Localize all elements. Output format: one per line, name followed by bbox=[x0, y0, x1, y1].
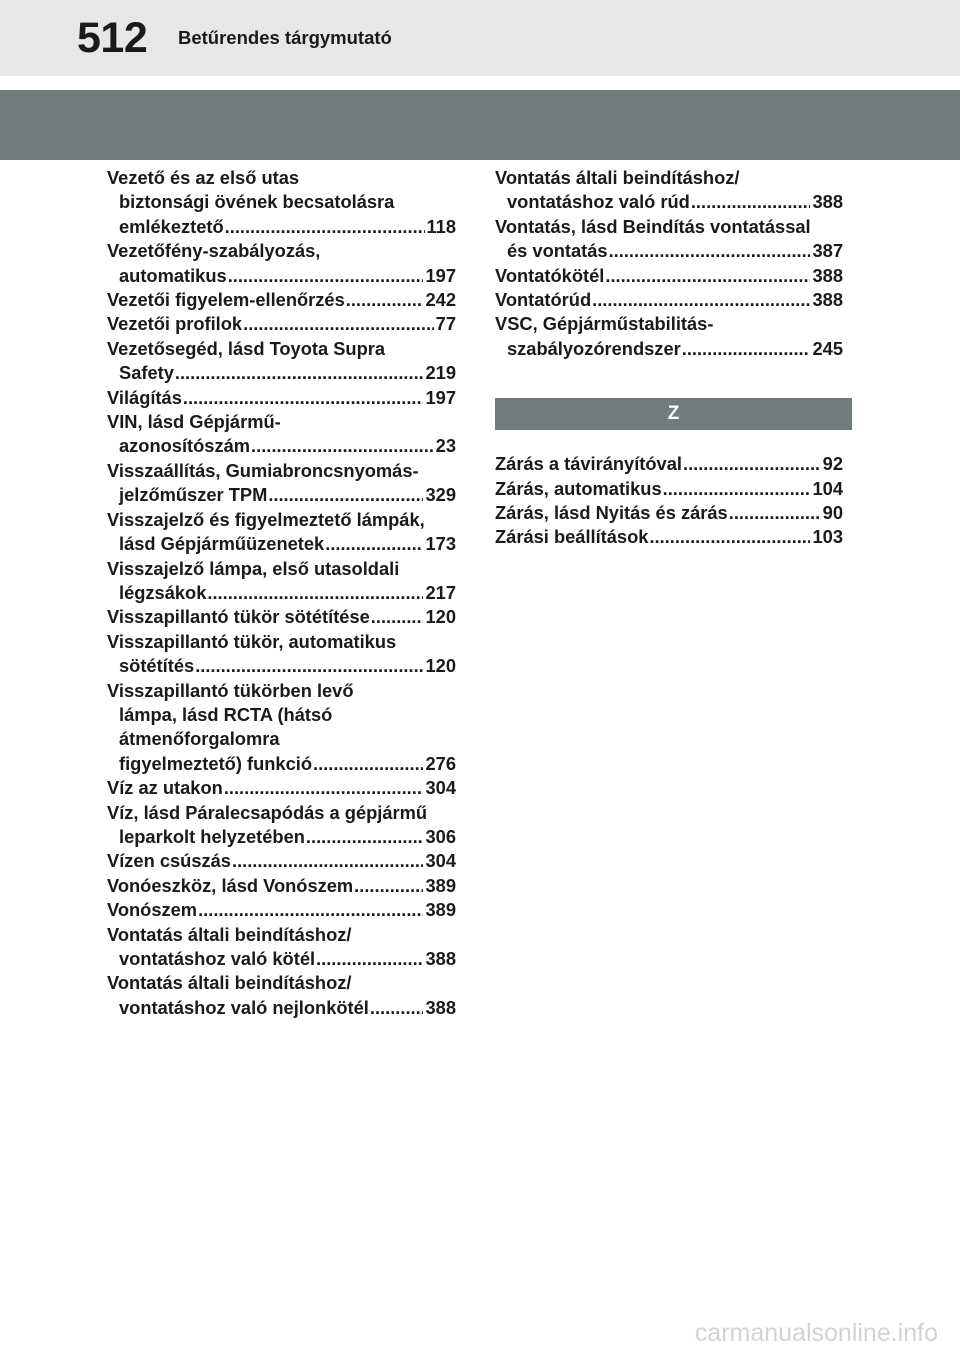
entry-page-number: 77 bbox=[435, 313, 456, 335]
entry-term-text: Vontatás általi beindításhoz/ bbox=[495, 167, 740, 188]
entry-term-text: jelzőműszer TPM bbox=[119, 484, 268, 506]
entry-page-number: 104 bbox=[812, 477, 843, 499]
entry-term-text: Világítás bbox=[107, 386, 182, 408]
entry-continuation-line bbox=[107, 947, 456, 971]
index-entry bbox=[107, 923, 456, 972]
entry-page-number: 387 bbox=[812, 240, 843, 262]
dot-leader bbox=[649, 525, 810, 549]
dot-leader bbox=[228, 264, 424, 288]
dot-leader bbox=[306, 825, 424, 849]
entry-page-number: 306 bbox=[425, 825, 456, 847]
entry-continuation-line bbox=[107, 654, 456, 678]
entry-term-text: Zárás, lásd Nyitás és zárás bbox=[495, 502, 728, 524]
entry-term-text: leparkolt helyzetében bbox=[119, 825, 305, 847]
entry-term-line bbox=[107, 874, 456, 898]
index-entry bbox=[107, 386, 456, 410]
dot-leader bbox=[175, 361, 424, 385]
dot-leader bbox=[251, 434, 434, 458]
entry-continuation-line bbox=[495, 337, 843, 361]
entry-term-text: Vezetősegéd, lásd Toyota Supra bbox=[107, 337, 386, 359]
entry-continuation-line bbox=[107, 727, 456, 751]
entry-page-number: 242 bbox=[425, 289, 456, 311]
entry-page-number: 388 bbox=[812, 264, 843, 286]
entry-term-line bbox=[107, 459, 456, 483]
entry-term-text: lámpa, lásd RCTA (hátsó bbox=[119, 703, 333, 725]
entry-term-text: szabályozórendszer bbox=[507, 337, 681, 359]
entry-term-text: automatikus bbox=[119, 264, 227, 286]
entry-term-text: Visszapillantó tükör sötétítése bbox=[107, 606, 370, 628]
entry-term-text: Zárás a távirányítóval bbox=[495, 453, 682, 475]
entry-continuation-line bbox=[107, 581, 456, 605]
dot-leader bbox=[346, 288, 424, 312]
entry-term-line bbox=[107, 630, 456, 654]
index-entry bbox=[495, 477, 843, 501]
entry-term-line bbox=[107, 923, 456, 947]
entry-page-number: 389 bbox=[425, 874, 456, 896]
entry-term-line bbox=[107, 776, 456, 800]
page-number: 512 bbox=[77, 14, 148, 62]
entry-page-number: 23 bbox=[435, 435, 456, 457]
entry-term-text: Víz az utakon bbox=[107, 777, 223, 799]
entry-continuation-line bbox=[107, 483, 456, 507]
index-entry bbox=[107, 874, 456, 898]
entry-page-number: 304 bbox=[425, 777, 456, 799]
dot-leader bbox=[609, 239, 811, 263]
entry-term-line bbox=[107, 508, 456, 532]
entry-term-text: Visszajelző és figyelmeztető lámpák, bbox=[107, 508, 425, 530]
entry-term-text: Visszapillantó tükörben levő bbox=[107, 679, 354, 701]
entry-page-number: 197 bbox=[425, 386, 456, 408]
index-column-right bbox=[495, 166, 843, 550]
entry-page-number: 245 bbox=[812, 337, 843, 359]
entry-term-text: Vezetőfény-szabályozás, bbox=[107, 240, 321, 262]
entry-term-text: VIN, lásd Gépjármű- bbox=[107, 411, 281, 433]
index-entry bbox=[495, 452, 843, 476]
entry-continuation-line bbox=[107, 361, 456, 385]
entry-continuation-line bbox=[107, 264, 456, 288]
entry-page-number: 120 bbox=[425, 655, 456, 677]
entry-page-number: 197 bbox=[425, 264, 456, 286]
entry-term-text: VSC, Gépjárműstabilitás- bbox=[495, 313, 714, 335]
entry-term-line bbox=[107, 557, 456, 581]
dot-leader bbox=[224, 776, 424, 800]
entry-term-text: Vezető és az első utas bbox=[107, 167, 300, 188]
index-entry bbox=[495, 288, 843, 312]
entry-term-text: Vontatókötél bbox=[495, 264, 605, 286]
index-entry bbox=[107, 605, 456, 629]
index-entry bbox=[107, 849, 456, 873]
entry-term-text: figyelmeztető) funkció bbox=[119, 752, 312, 774]
dot-leader bbox=[663, 477, 811, 501]
dot-leader bbox=[207, 581, 423, 605]
entry-continuation-line bbox=[107, 825, 456, 849]
entry-continuation-line bbox=[107, 190, 456, 214]
index-entry bbox=[107, 239, 456, 288]
dot-leader bbox=[354, 874, 423, 898]
dot-leader bbox=[225, 215, 425, 239]
index-entry bbox=[107, 312, 456, 336]
entry-term-text: Visszaállítás, Gumiabroncsnyomás- bbox=[107, 459, 419, 481]
entry-term-line bbox=[107, 849, 456, 873]
entry-page-number: 219 bbox=[425, 362, 456, 384]
entry-term-line bbox=[495, 166, 843, 190]
entry-page-number: 103 bbox=[812, 526, 843, 548]
entry-page-number: 388 bbox=[812, 289, 843, 311]
letter-heading-z: Z bbox=[495, 398, 852, 430]
entry-page-number: 92 bbox=[822, 453, 843, 475]
entry-term-text: vontatáshoz való rúd bbox=[507, 191, 690, 213]
entry-page-number: 329 bbox=[425, 484, 456, 506]
entry-term-text: Víz, lásd Páralecsapódás a gépjármű bbox=[107, 801, 428, 823]
entry-page-number: 388 bbox=[425, 948, 456, 969]
index-entry bbox=[495, 312, 843, 361]
entry-continuation-line bbox=[495, 239, 843, 263]
entry-term-line bbox=[107, 679, 456, 703]
index-entry bbox=[107, 630, 456, 679]
index-entry bbox=[107, 337, 456, 386]
dot-leader bbox=[325, 532, 423, 556]
dot-leader bbox=[195, 654, 423, 678]
entry-page-number: 276 bbox=[425, 752, 456, 774]
entry-term-line bbox=[495, 452, 843, 476]
dot-leader bbox=[729, 501, 821, 525]
entry-continuation-line bbox=[107, 703, 456, 727]
entry-page-number: 120 bbox=[425, 606, 456, 628]
entry-term-line bbox=[107, 166, 456, 190]
entry-term-text: Vonószem bbox=[107, 899, 198, 921]
index-entry bbox=[495, 166, 843, 215]
entry-term-text: lásd Gépjárműüzenetek bbox=[119, 533, 325, 555]
dot-leader bbox=[370, 996, 424, 1020]
index-entry bbox=[107, 557, 456, 606]
entry-term-line bbox=[107, 239, 456, 263]
dot-leader bbox=[268, 483, 423, 507]
entry-page-number: 118 bbox=[426, 215, 456, 237]
entry-term-text: légzsákok bbox=[119, 581, 207, 603]
watermark-text: carmanualsonline.info bbox=[694, 1319, 938, 1347]
entry-term-line bbox=[495, 501, 843, 525]
entry-term-text: Zárás, automatikus bbox=[495, 477, 662, 499]
entry-term-text: Visszapillantó tükör, automatikus bbox=[107, 630, 397, 652]
entry-term-text: Vezetői figyelem-ellenőrzés bbox=[107, 289, 345, 311]
entry-term-line bbox=[107, 898, 456, 922]
dot-leader bbox=[243, 312, 434, 336]
entry-term-text: és vontatás bbox=[507, 240, 608, 262]
entry-term-line bbox=[107, 288, 456, 312]
dot-leader bbox=[313, 752, 423, 776]
entry-term-line bbox=[495, 264, 843, 288]
entry-page-number: 388 bbox=[425, 996, 456, 1018]
index-entry bbox=[495, 525, 843, 549]
index-entry bbox=[107, 459, 456, 508]
entry-continuation-line bbox=[107, 215, 456, 239]
entry-term-line bbox=[107, 801, 456, 825]
dot-leader bbox=[605, 264, 810, 288]
entry-term-text: Vontatórúd bbox=[495, 289, 592, 311]
entry-term-text: Vontatás általi beindításhoz/ bbox=[107, 923, 352, 945]
entry-term-text: Vontatás általi beindításhoz/ bbox=[107, 972, 352, 994]
entry-term-text: átmenőforgalomra bbox=[119, 728, 280, 750]
dot-leader bbox=[682, 337, 811, 361]
entry-page-number: 173 bbox=[425, 533, 456, 555]
entry-term-text: Vonóeszköz, lásd Vonószem bbox=[107, 874, 354, 896]
entry-term-line bbox=[495, 215, 843, 239]
entry-page-number: 217 bbox=[425, 581, 456, 603]
dot-leader bbox=[691, 190, 811, 214]
entry-continuation-line bbox=[107, 752, 456, 776]
header-band bbox=[0, 90, 960, 160]
entry-term-text: vontatáshoz való kötél bbox=[119, 948, 316, 969]
dot-leader bbox=[232, 849, 424, 873]
index-entry bbox=[495, 215, 843, 264]
entry-term-text: Visszajelző lámpa, első utasoldali bbox=[107, 557, 400, 579]
index-entry bbox=[107, 679, 456, 777]
index-list-z bbox=[495, 452, 843, 550]
index-entry bbox=[107, 166, 456, 239]
page-header-bar bbox=[0, 0, 960, 76]
entry-page-number: 90 bbox=[822, 502, 843, 524]
dot-leader bbox=[316, 947, 423, 971]
entry-term-text: Vezetői profilok bbox=[107, 313, 243, 335]
section-title: Betűrendes tárgymutató bbox=[178, 27, 392, 48]
entry-term-text: vontatáshoz való nejlonkötél bbox=[119, 996, 369, 1018]
index-list-v-continued bbox=[495, 166, 843, 361]
index-column-left bbox=[107, 166, 456, 1020]
entry-term-line bbox=[107, 410, 456, 434]
index-entry bbox=[107, 508, 456, 557]
index-entry bbox=[495, 501, 843, 525]
entry-term-line bbox=[107, 971, 456, 995]
index-entry bbox=[107, 971, 456, 1020]
dot-leader bbox=[592, 288, 810, 312]
entry-continuation-line bbox=[495, 190, 843, 214]
dot-leader bbox=[183, 386, 424, 410]
entry-term-text: Zárási beállítások bbox=[495, 526, 649, 548]
entry-term-text: azonosítószám bbox=[119, 435, 251, 457]
entry-page-number: 388 bbox=[812, 191, 843, 213]
entry-term-text: Vontatás, lásd Beindítás vontatással bbox=[495, 215, 811, 237]
entry-page-number: 304 bbox=[425, 850, 456, 872]
entry-continuation-line bbox=[107, 434, 456, 458]
dot-leader bbox=[683, 452, 821, 476]
entry-term-line bbox=[495, 288, 843, 312]
entry-term-text: Vízen csúszás bbox=[107, 850, 231, 872]
entry-term-text: biztonsági övének becsatolásra bbox=[119, 191, 395, 213]
entry-term-line bbox=[107, 605, 456, 629]
index-entry bbox=[107, 776, 456, 800]
index-entry bbox=[495, 264, 843, 288]
index-entry bbox=[107, 288, 456, 312]
entry-term-line bbox=[107, 337, 456, 361]
entry-term-line bbox=[495, 312, 843, 336]
index-entry bbox=[107, 410, 456, 459]
dot-leader bbox=[198, 898, 423, 922]
entry-term-line bbox=[107, 386, 456, 410]
entry-page-number: 389 bbox=[425, 899, 456, 921]
entry-continuation-line bbox=[107, 532, 456, 556]
entry-term-text: emlékeztető bbox=[119, 215, 224, 237]
entry-term-line bbox=[495, 525, 843, 549]
index-entry bbox=[107, 801, 456, 850]
index-entry bbox=[107, 898, 456, 922]
entry-term-text: Safety bbox=[119, 362, 174, 384]
entry-term-line bbox=[495, 477, 843, 501]
entry-term-text: sötétítés bbox=[119, 655, 195, 677]
dot-leader bbox=[371, 605, 424, 629]
entry-continuation-line bbox=[107, 996, 456, 1020]
entry-term-line bbox=[107, 312, 456, 336]
